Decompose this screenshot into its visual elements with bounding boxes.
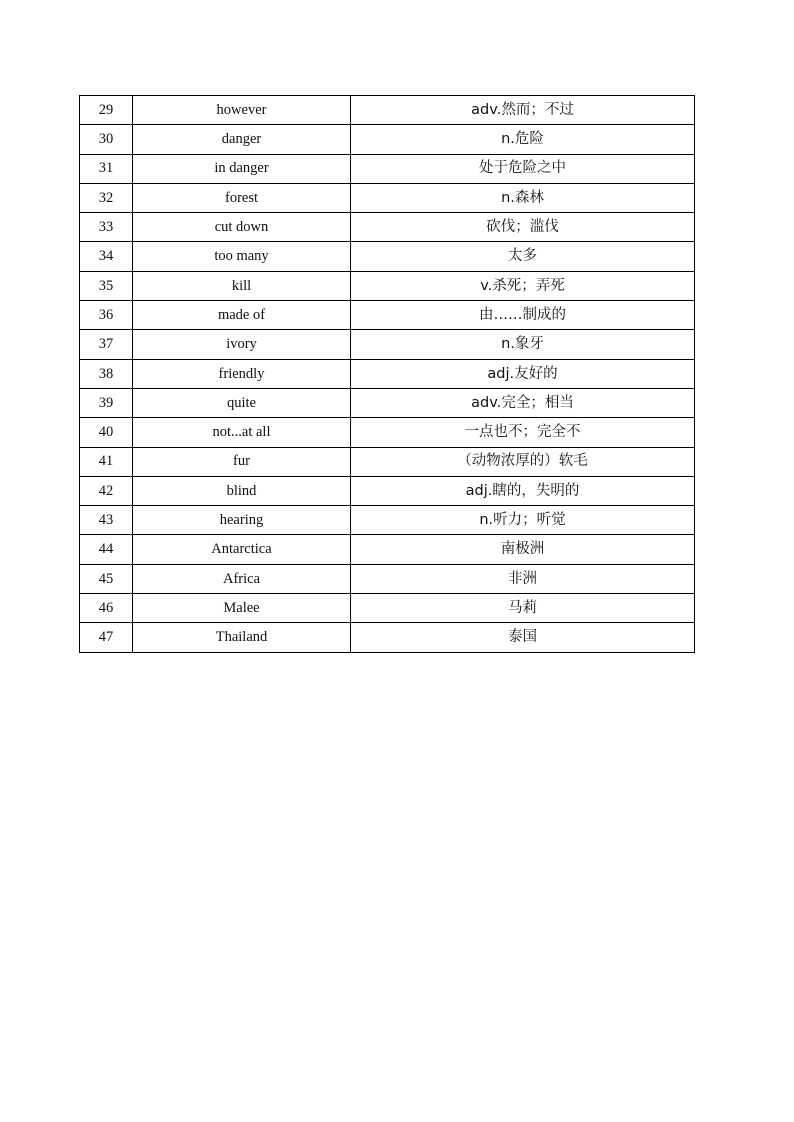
table-row [80,447,695,476]
chinese-meaning-cell: 泰国 [351,623,695,652]
row-number-cell: 29 [80,96,133,125]
english-word-cell: hearing [133,506,351,535]
row-number-cell: 47 [80,623,133,652]
english-word-cell: Malee [133,594,351,623]
table-row [80,125,695,154]
chinese-meaning-cell: adv.完全；相当 [351,388,695,417]
table-row [80,183,695,212]
row-number-cell: 31 [80,154,133,183]
row-number-cell: 43 [80,506,133,535]
english-word-cell: kill [133,271,351,300]
table-row [80,359,695,388]
row-number-cell: 33 [80,213,133,242]
table-row [80,330,695,359]
row-number-cell: 32 [80,183,133,212]
table-row [80,476,695,505]
chinese-meaning-cell: 处于危险之中 [351,154,695,183]
english-word-cell: Africa [133,564,351,593]
chinese-meaning-cell: n.森林 [351,183,695,212]
table-row [80,418,695,447]
english-word-cell: too many [133,242,351,271]
chinese-meaning-cell: 一点也不；完全不 [351,418,695,447]
chinese-meaning-cell: n.危险 [351,125,695,154]
chinese-meaning-cell: 南极洲 [351,535,695,564]
row-number-cell: 34 [80,242,133,271]
english-word-cell: in danger [133,154,351,183]
chinese-meaning-cell: 由……制成的 [351,301,695,330]
vocabulary-table-body [80,96,695,653]
table-row [80,213,695,242]
row-number-cell: 36 [80,301,133,330]
vocabulary-table [79,95,695,653]
table-row [80,506,695,535]
english-word-cell: made of [133,301,351,330]
english-word-cell: cut down [133,213,351,242]
chinese-meaning-cell: n.象牙 [351,330,695,359]
chinese-meaning-cell: （动物浓厚的）软毛 [351,447,695,476]
chinese-meaning-cell: 太多 [351,242,695,271]
row-number-cell: 40 [80,418,133,447]
table-row [80,96,695,125]
row-number-cell: 37 [80,330,133,359]
chinese-meaning-cell: 马莉 [351,594,695,623]
english-word-cell: Thailand [133,623,351,652]
table-row [80,594,695,623]
table-row [80,564,695,593]
row-number-cell: 44 [80,535,133,564]
table-row [80,535,695,564]
row-number-cell: 38 [80,359,133,388]
table-row [80,242,695,271]
row-number-cell: 42 [80,476,133,505]
table-row [80,623,695,652]
row-number-cell: 35 [80,271,133,300]
row-number-cell: 41 [80,447,133,476]
english-word-cell: however [133,96,351,125]
chinese-meaning-cell: adj.瞎的，失明的 [351,476,695,505]
chinese-meaning-cell: adv.然而；不过 [351,96,695,125]
row-number-cell: 30 [80,125,133,154]
chinese-meaning-cell: 砍伐；滥伐 [351,213,695,242]
english-word-cell: Antarctica [133,535,351,564]
row-number-cell: 45 [80,564,133,593]
chinese-meaning-cell: n.听力；听觉 [351,506,695,535]
english-word-cell: danger [133,125,351,154]
chinese-meaning-cell: v.杀死；弄死 [351,271,695,300]
english-word-cell: friendly [133,359,351,388]
english-word-cell: not...at all [133,418,351,447]
table-row [80,388,695,417]
row-number-cell: 39 [80,388,133,417]
table-row [80,154,695,183]
english-word-cell: fur [133,447,351,476]
english-word-cell: forest [133,183,351,212]
table-row [80,271,695,300]
table-row [80,301,695,330]
chinese-meaning-cell: adj.友好的 [351,359,695,388]
english-word-cell: blind [133,476,351,505]
english-word-cell: ivory [133,330,351,359]
chinese-meaning-cell: 非洲 [351,564,695,593]
english-word-cell: quite [133,388,351,417]
row-number-cell: 46 [80,594,133,623]
